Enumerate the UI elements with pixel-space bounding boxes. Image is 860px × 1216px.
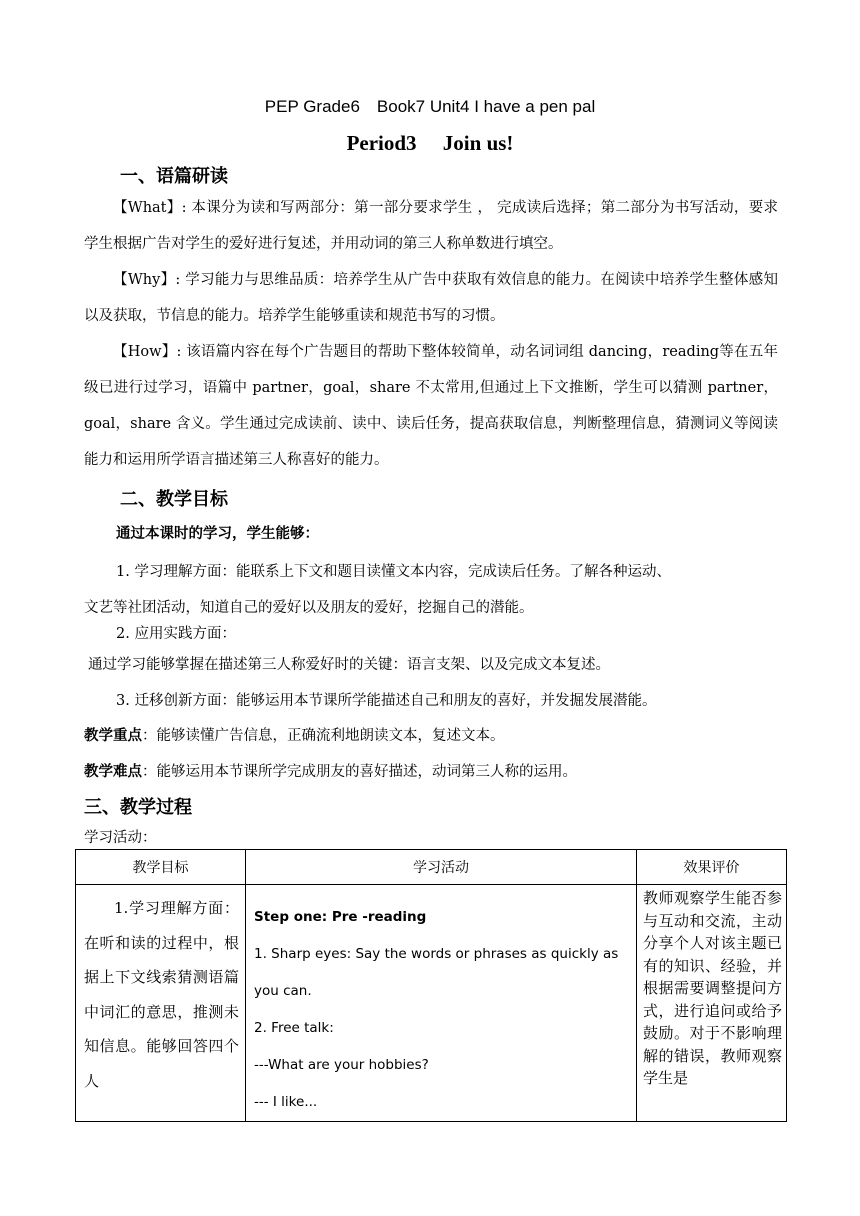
step-title: Step one: Pre -reading (254, 909, 427, 925)
what-paragraph: 【What】: 本课分为读和写两部分：第一部分要求学生 ， 完成读后选择；第二部分为书写活动，要求学生根据广告对学生的爱好进行复述，并用动词的第三人称单数进行填空。 (84, 200, 778, 252)
section3-heading: 三、教学过程 (84, 797, 192, 818)
table-header-row (76, 850, 787, 885)
document-title: PEP Grade6 Book7 Unit4 I have a pen pal (264, 97, 596, 116)
goal-2-detail: 通过学习能够掌握在描述第三人称爱好时的关键：语言支架、以及完成文本复述。 (88, 657, 610, 673)
goal-cell: 1.学习理解方面：在听和读的过程中，根据上下文线索猜测语篇中词汇的意思，推测未知信息。能够回答四个人 (76, 885, 246, 1122)
key-point (84, 724, 505, 748)
goal-2: 2. 应用实践方面： (116, 626, 236, 642)
difficult-point (84, 760, 577, 784)
how-paragraph: 【How】: 该语篇内容在每个广告题目的帮助下整体较简单，动名词词组 dancing，reading等在五年级已进行过学习，语篇中 partner，goal，share 不太常用,但通过上下文推断，学生可以猜测 partner，goal，share 含义。学生通过完成读前、读中、读后任务，提高获取信息，判断整理信息，猜测词义等阅读能力和运用所学语言描述第三人称喜好的能力。 (84, 344, 778, 468)
goal-3: 3. 迁移创新方面：能够运用本节课所学能描述自己和朋友的喜好，并发掘发展潜能。 (116, 693, 657, 709)
header-evaluation: 效果评价 (637, 850, 787, 885)
key-point-label: 教学重点 (84, 728, 142, 744)
step-line: you can. (254, 983, 312, 999)
step-line: --- I like... (254, 1094, 318, 1110)
step-line: 2. Free talk: (254, 1020, 334, 1036)
difficult-point-text: ：能够运用本节课所学完成朋友的喜好描述，动词第三人称的运用。 (142, 764, 577, 780)
step-line: ---What are your hobbies? (254, 1057, 429, 1073)
section1-heading: 一、语篇研读 (120, 166, 228, 187)
step-line: 1. Sharp eyes: Say the words or phrases as quickly as (254, 946, 619, 962)
lesson-table (75, 849, 787, 1122)
why-paragraph: 【Why】: 学习能力与思维品质：培养学生从广告中获取有效信息的能力。在阅读中培养学生整体感知以及获取，节信息的能力。培养学生能够重读和规范书写的习惯。 (84, 272, 778, 324)
key-point-text: ：能够读懂广告信息，正确流利地朗读文本，复述文本。 (142, 728, 505, 744)
activities-label: 学习活动： (84, 830, 157, 846)
evaluation-cell: 教师观察学生能否参与互动和交流，主动分享个人对该主题已有的知识、经验，并根据需要调整提问方式，进行追问或给予鼓励。对于不影响理解的错误，教师观察学生是 (637, 885, 787, 1122)
goals-intro: 通过本课时的学习，学生能够： (116, 526, 319, 542)
header-goal: 教学目标 (76, 850, 246, 885)
section2-heading: 二、教学目标 (120, 489, 228, 510)
goal-1-line1: 1. 学习理解方面：能联系上下文和题目读懂文本内容，完成读后任务。了解各种运动、 (116, 564, 671, 580)
goal-1-line2: 文艺等社团活动，知道自己的爱好以及朋友的爱好，挖掘自己的潜能。 (84, 600, 534, 616)
period-title: Period3 Join us! (346, 131, 514, 155)
difficult-point-label: 教学难点 (84, 764, 142, 780)
table-row (76, 885, 787, 1122)
activity-cell (246, 885, 637, 1122)
header-activity: 学习活动 (246, 850, 637, 885)
